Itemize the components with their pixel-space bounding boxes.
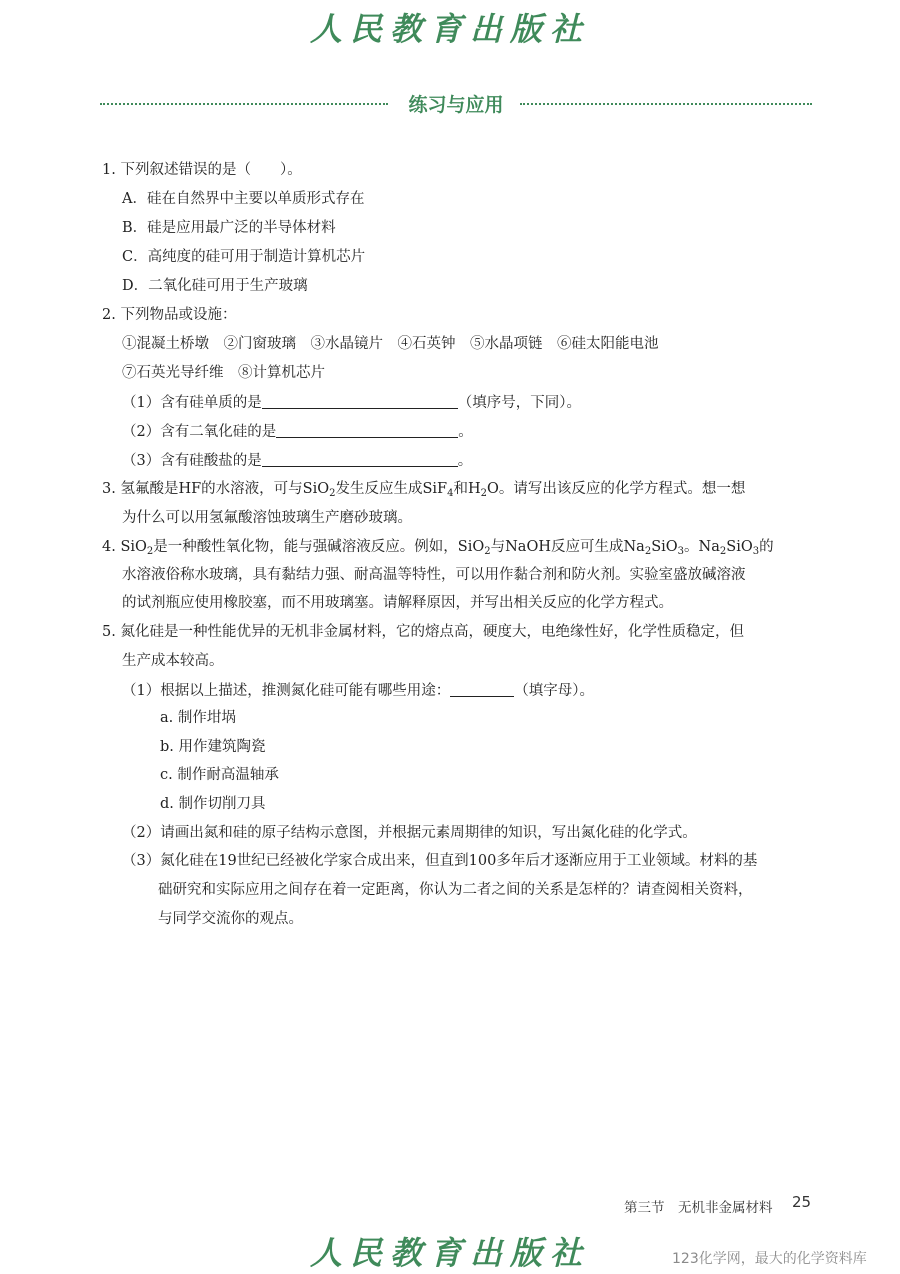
- q1-option-b: B．硅是应用最广泛的半导体材料: [122, 220, 336, 236]
- q4-text-7: 的: [759, 539, 774, 555]
- footer-section: 第三节 无机非金属材料: [624, 1200, 773, 1216]
- q2-items-line2: ⑦石英光导纤维 ⑧计算机芯片: [122, 365, 325, 381]
- q5-sub1-text: （1）根据以上描述，推测氮化硅可能有哪些用途：: [122, 683, 451, 699]
- q4-text-4: SiO: [651, 539, 678, 555]
- dotted-rule-left: [100, 103, 388, 105]
- q5-sub3-line2: 础研究和实际应用之间存在着一定距离，你认为二者之间的关系是怎样的？请查阅相关资料，: [158, 882, 753, 898]
- q2-sub3-blank[interactable]: [262, 450, 458, 467]
- q2-sub2-suffix: 。: [458, 424, 473, 440]
- q4-sub-6: 3: [752, 546, 760, 557]
- q5-sub1-blank[interactable]: [450, 680, 514, 697]
- q4-sub-5: 2: [719, 546, 727, 557]
- q5-choice-b: b. 用作建筑陶瓷: [160, 739, 266, 755]
- q4-sub-4: 3: [677, 546, 685, 557]
- q2-sub2-blank[interactable]: [276, 421, 458, 438]
- q5-line2: 生产成本较高。: [122, 653, 224, 669]
- publisher-logo-bottom: 人民教育出版社: [309, 1234, 590, 1272]
- q4-text-6: SiO: [726, 539, 753, 555]
- q2-sub3-suffix: 。: [457, 453, 473, 469]
- q1-option-d: D．二氧化硅可用于生产玻璃: [122, 278, 308, 294]
- q5-choice-c: c. 制作耐高温轴承: [160, 767, 279, 783]
- q3-sub-2: 4: [447, 488, 454, 499]
- q5-sub1-suffix: （填字母）。: [514, 683, 594, 699]
- q5-sub1: [122, 680, 594, 701]
- q5-line1: 5. 氮化硅是一种性能优异的无机非金属材料，它的熔点高，硬度大，电绝缘性好，化学性质稳定，但: [102, 624, 744, 640]
- q4-line2: 水溶液俗称水玻璃，具有黏结力强、耐高温等特性，可以用作黏合剂和防火剂。实验室盛放碱溶液: [122, 567, 746, 583]
- q4-text-1: 4. SiO: [102, 539, 147, 555]
- q4-text-2: 是一种酸性氧化物，能与强碱溶液反应。例如，SiO: [153, 539, 485, 555]
- q2-sub1: [122, 392, 581, 413]
- q4-sub-1: 2: [146, 546, 154, 557]
- q4-sub-2: 2: [484, 546, 491, 557]
- q3-text-3: 和H: [453, 481, 481, 497]
- q5-choice-a: a. 制作坩埚: [160, 710, 236, 726]
- q3-text-4: O。请写出该反应的化学方程式。想一想: [487, 481, 746, 497]
- q1-stem: 1. 下列叙述错误的是（ ）。: [102, 162, 302, 178]
- q4-text-5: 。Na: [684, 539, 720, 555]
- q5-choice-d: d. 制作切削刀具: [160, 796, 266, 812]
- q2-sub2: [122, 421, 473, 442]
- q3-text-2: 发生反应生成SiF: [335, 481, 448, 497]
- dotted-rule-right: [520, 103, 812, 105]
- q4-line1: [102, 537, 774, 557]
- q3-text-1: 3. 氢氟酸是HF的水溶液，可与SiO: [102, 481, 330, 497]
- q2-stem: 2. 下列物品或设施：: [102, 307, 237, 323]
- q4-text-3: 与NaOH反应可生成Na: [490, 539, 645, 555]
- q4-line3: 的试剂瓶应使用橡胶塞，而不用玻璃塞。请解释原因，并写出相关反应的化学方程式。: [122, 595, 673, 611]
- section-title: 练习与应用: [408, 94, 504, 116]
- q4-sub-3: 2: [644, 546, 652, 557]
- q1-option-c: C．高纯度的硅可用于制造计算机芯片: [122, 249, 366, 265]
- q5-sub3-line3: 与同学交流你的观点。: [158, 911, 303, 927]
- q2-sub3-text: （3）含有硅酸盐的是: [122, 453, 262, 469]
- page-number: 25: [792, 1193, 812, 1211]
- section-header: [100, 90, 812, 118]
- q2-sub1-blank[interactable]: [262, 392, 458, 409]
- q2-sub3: [122, 450, 472, 471]
- q2-sub1-suffix: （填序号，下同）。: [457, 395, 581, 411]
- watermark: 123化学网，最大的化学资料库: [672, 1251, 867, 1267]
- q3-line1: [102, 479, 745, 499]
- q3-sub-1: 2: [329, 488, 336, 499]
- q5-sub2: （2）请画出氮和硅的原子结构示意图，并根据元素周期律的知识，写出氮化硅的化学式。: [122, 825, 697, 841]
- q2-sub1-text: （1）含有硅单质的是: [122, 395, 262, 411]
- q2-items-line1: ①混凝土桥墩 ②门窗玻璃 ③水晶镜片 ④石英钟 ⑤水晶项链 ⑥硅太阳能电池: [122, 336, 659, 352]
- q5-sub3-line1: （3）氮化硅在19世纪已经被化学家合成出来，但直到100多年后才逐渐应用于工业领域。材料的基: [122, 853, 758, 869]
- q3-line2: 为什么可以用氢氟酸溶蚀玻璃生产磨砂玻璃。: [122, 510, 412, 526]
- publisher-logo-top: 人民教育出版社: [309, 10, 590, 48]
- q1-option-a: A．硅在自然界中主要以单质形式存在: [122, 191, 365, 207]
- q3-sub-3: 2: [480, 488, 488, 499]
- q2-sub2-text: （2）含有二氧化硅的是: [122, 424, 277, 440]
